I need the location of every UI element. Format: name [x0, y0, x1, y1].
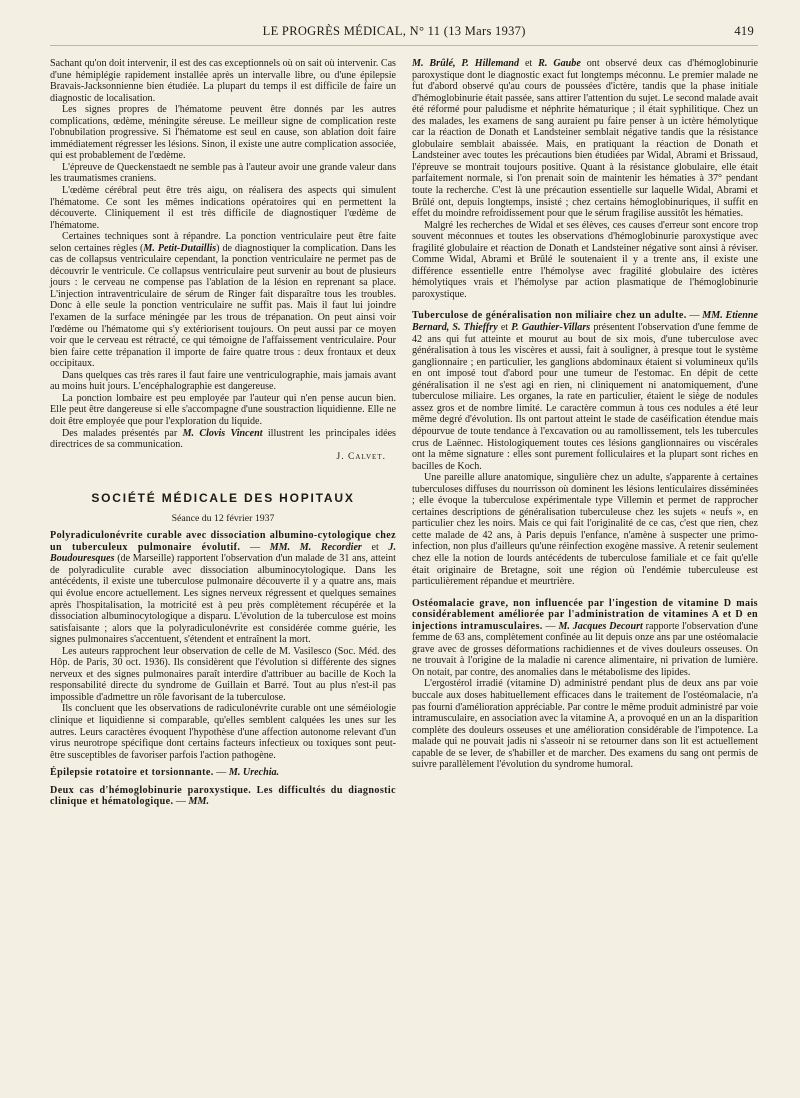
paragraph: Malgré les recherches de Widal et ses élèves, ces causes d'erreur sont encore trop souvent méconnues et toutes les observations d'hémoglobinurie paroxystique avec fragilité globulaire et réaction de Donath et Landsteiner négative sont ainsi à réviser. Comme Widal, Abrami et Brûlé le soutenaient il y a trente ans, il existe une différence essentielle entre l'hémolyse avec fragilité globulaire des ictères hémolytiques vrais et l'hémolyse par action plasmatique de l'hémoglobinurie paroxystique. — [412, 219, 758, 300]
text-run: présentent l'observation d'une femme de 42 ans qui fut atteinte et mourut au bout de six mois, d'une tuberculose avec généralisation à tous les viscères et aussi, fait à souligner, à presque tout le système ganglionnaire ; en particulier, les ganglions abdominaux étaient si volumineux qu'ils en ont imposé tout d'abord pour une tumeur de l'estomac. En dépit de cette généralisation il ne s'est agi en rien, ni cliniquement ni anatomiquement, d'une tuberculose miliaire. Les organes, la rate en particulier, étaient le siège de nodules assez gros et de nombre limité. Le caractère commun à tous ces nodules a été leur même degré d'évolution. Ils ont partout atteint le stade de caséification étendue mais dépourvue de toute tendance à l'excavation ou au ramollissement, tels les tubercules crus de Laënnec. Histologiquement toutes ces lésions ganglionnaires ou viscérales ont la même signature : elles sont purement folliculaires et la plupart sont riches en bacilles de Koch. — [412, 322, 759, 472]
report-title: Tuberculose de généralisation non miliaire chez un adulte. — [412, 310, 687, 322]
paragraph: L'ergostérol irradié (vitamine D) administré pendant plus de deux ans par voie buccale aux doses habituellement efficaces dans le traitement de l'ostéomalacie, n'a pas fourni d'amélioration appréciable. Par contre le même produit administré par voie intramusculaire, en association avec la vitamine A, a provoqué en un an la disparition complète des douleurs osseuses et une amélioration considérable de l'impotence. La malade qui ne pouvait jadis ni s'asseoir ni se retourner dans son lit est actuellement capable de se lever, de s'habiller et de marcher. Des examens du sang ont permis de suivre parallèlement l'évolution du syndrome humoral. — [412, 678, 758, 771]
author-name: MM. — [188, 796, 210, 808]
report-title: Polyradiculonévrite curable avec dissociation albumino-cytologique chez un tuberculeux pulmonaire évolutif. — [50, 530, 396, 553]
session-date: Séance du 12 février 1937 — [171, 512, 275, 524]
author-signature: J. Calvet. — [336, 451, 386, 462]
author-name: MM. M. Recordier — [269, 541, 362, 553]
text-run: Des malades présentés par — [62, 427, 183, 439]
text-run: ont observé deux cas d'hémoglobinurie paroxystique dont le diagnostic exact fut longtemps méconnu. Le premier malade ne fut d'abord observé qu'au cours de poussées d'ictère, tandis que la phase initiale d'hémoglobinurie était passée, sans attirer l'attention du sujet. Le second malade avait été réformé pour paludisme et néphrite hématurique ; il était syphilitique. Chez un des malades, les examens de sang auraient pu faire penser à un ictère hémolytique car la réaction de Donath et Landsteiner semblait négative tandis que la résistance globulaire semblait abaissée. Mais, en pratiquant la réaction de Donath et Landsteiner avec toutes les précautions bien étudiées par Widal, Abrami et Brissaud, l'épreuve se montrait toujours positive. Quant à la résistance globulaire, elle était parfaitement normale, si l'on prenait soin de maintenir les hématies à 37° pendant toute la recherche. C'est là une précaution essentielle sur laquelle Widal, Abrami et Brûlé ont, depuis longtemps, insisté ; chez certains hémoglobinuriques, il suffit en effet du moindre refroidissement pour que le sérum fragilise aussitôt les hématies. — [412, 58, 758, 220]
author-name: J. Boudouresques — [50, 541, 396, 565]
report-title: Deux cas d'hémoglobinurie paroxystique. Les difficultés du diagnostic clinique et hématologique. — [50, 784, 396, 808]
paragraph: L'œdème cérébral peut être très aigu, on réalisera des aspects qui simulent l'hématome. Ce sont les mêmes indications opératoires qui en permettent la découverte. Cliniquement il est très difficile de diagnostiquer l'œdème de l'hématome. — [50, 185, 396, 231]
author-name: M. Clovis Vincent — [182, 427, 263, 439]
report-title: Épilepsie rotatoire et torsionnante. — [50, 767, 214, 779]
author-name: R. Gaube — [538, 58, 581, 69]
author-name: P. Gauthier-Villars — [511, 322, 591, 334]
paragraph: Deux cas d'hémoglobinurie paroxystique. Les difficultés du diagnostic clinique et hématologique. — MM. — [50, 784, 396, 808]
left-column — [50, 58, 396, 808]
page-number: 419 — [734, 24, 754, 38]
report-title: Ostéomalacie grave, non influencée par l'ingestion de vitamine D mais considérablement améliorée par l'administration de vitamines A et D en injections intramusculaires. — [412, 597, 758, 632]
paragraph: Dans quelques cas très rares il faut faire une ventriculographie, mais jamais avant au moins huit jours. L'encéphalographie est dangereuse. — [50, 369, 396, 393]
paragraph: Les signes propres de l'hématome peuvent être donnés par les autres complications, œdème, méningite séreuse. Le meilleur signe de complication reste l'obnubilation progressive. Si l'hématome est seul en cause, son ablation doit faire immédiatement régresser les lésions. Sinon, il existe une autre complication associée, qui est probablement de l'œdème. — [50, 104, 396, 162]
paragraph — [50, 428, 396, 451]
author-name: M. Brûlé, P. Hillemand — [412, 58, 520, 69]
text-run: illustrent les principales idées directrices de sa communication. — [50, 427, 396, 451]
text-run: Certaines techniques sont à répandre. La ponction ventriculaire peut être faite selon certaines règles ( — [50, 231, 396, 254]
text-run: ) de diagnostiquer la complication. Dans les cas de collapsus ventriculaire cependant, la ponction ventriculaire ne permet pas de découvrir le ventricule. Ce collapsus ventriculaire peut survenir au bout de plusieurs jours : le cerveau ne compense pas l'ablation de la lésion en reprenant sa place. L'injection intraventriculaire de sérum de Ringer fait disparaître tous les troubles. Donc à elle seule la ponction ventriculaire ne suffit pas. Mais il faut lui joindre l'examen de la surface méningée par les trous de trépanation. On peut ainsi voir l'œdème ou l'hématome qui s'y extériorisent toujours. On peut aussi par ce moyen voir que le cerveau est rétracté, ce qui témoigne de l'affaissement ventriculaire. Pour bien faire cette trépanation il importe de faire quatre trous : deux frontaux et deux occipitaux. — [50, 242, 396, 370]
paragraph — [50, 231, 396, 370]
text-run: rapporte l'observation d'une femme de 63 ans, complètement confinée au lit depuis onze ans par une ostéomalacie grave avec de grosses déformations rachidiennes et de vives douleurs osseuses. On ne trouvait à l'origine de la maladie ni carence alimentaire, ni privation de lumière. On notait, par contre, des anomalies dans le métabolisme des lipides. — [412, 620, 759, 678]
paragraph: Épilepsie rotatoire et torsionnante. — M. Urechia. — [50, 767, 280, 779]
paragraph: Une pareille allure anatomique, singulière chez un adulte, s'apparente à certaines tuberculoses diffuses du nourrisson où dominent les lésions lenticulaires disséminées ; elle évoque la tuberculose expérimentale type Villemin et permet de rapprocher certaines descriptions de généralisation tuberculeuse chez les sujets « neufs », en particulier chez les noirs. Mais ce qui fait l'originalité de ce cas, c'est que rien, chez cette malade de 42 ans, à Paris depuis l'enfance, n'amène à suspecter une primo-infection, non plus d'ailleurs qu'une réinfection exogène massive. A retenir seulement chez elle la notion de lourds antécédents de tuberculose familiale et ce fait qu'elle était originaire de Bretagne, soit une région où l'endémie tuberculeuse est particulièrement répandue et meurtrière. — [412, 472, 758, 588]
paragraph: Ils concluent que les observations de radiculonévrite curable ont une séméiologie clinique et liquidienne si comparable, qu'elles semblent calquées les unes sur les autres. Leurs caractères évoquent l'hypothèse d'une affection autonome relevant d'un virus neurotrope spécifique dont certains facteurs infectieux ou toxiques sont peut-être susceptibles de favoriser parfois l'action pathogène. — [50, 703, 396, 761]
author-name: M. Petit-Dutaillis — [143, 242, 217, 254]
text-run: et — [497, 322, 512, 334]
right-column — [412, 58, 758, 808]
text-run: et — [519, 58, 539, 69]
article-columns — [50, 58, 758, 808]
text-run: et — [361, 541, 389, 553]
author-name: MM. Etienne Bernard, S. Thieffry — [412, 310, 758, 334]
paragraph: La ponction lombaire est peu employée par l'auteur qui n'en pense aucun bien. Elle peut être dangereuse si elle s'accompagne d'une soustraction liquidienne. Elle ne doit être employée que pour l'exploration du liquide. — [50, 392, 396, 427]
paragraph: L'épreuve de Queckenstaedt ne semble pas à l'auteur avoir une grande valeur dans les traumatismes craniens. — [50, 161, 396, 185]
paragraph: Tuberculose de généralisation non miliaire chez un adulte. — MM. Etienne Bernard, S. Thieffry et P. Gauthier-Villars présentent l'observation d'une femme de 42 ans qui fut atteinte et mourut au bout de six mois, d'une tuberculose avec généralisation à tous les viscères et aussi, fait à souligner, à presque tout le système ganglionnaire ; en particulier, les ganglions abdominaux étaient si volumineux qu'ils en ont imposé tout d'abord pour une tumeur de l'estomac. En dépit de cette généralisation il ne s'est agi en rien, ni cliniquement ni anatomiquement, d'une tuberculose miliaire. Les organes, la rate en particulier, étaient le siège de nodules assez gros et de nombre limité. Le caractère commun à tous ces nodules a été leur même degré d'évolution. Ils ont partout atteint le stade de caséification étendue mais dépourvue de toute tendance à l'excavation ou au ramollissement, tels les tubercules crus de Laënnec. Histologiquement toutes ces lésions ganglionnaires ou viscérales ont la même signature : elles sont purement folliculaires et la plupart sont riches en bacilles de Koch. — [412, 310, 759, 472]
society-heading: SOCIÉTÉ MÉDICALE DES HOPITAUX — [91, 491, 355, 506]
paragraph: Polyradiculonévrite curable avec dissociation albumino-cytologique chez un tuberculeux pulmonaire évolutif. — MM. M. Recordier et J. Boudouresques (de Marseille) rapportent l'observation d'un malade de 31 ans, atteint de polyradiculite curable avec dissociation albuminocytologique. Dans les antécédents, il existe une tuberculose pulmonaire découverte il y a quatre ans, mais qui évolue encore actuellement. Les signes nerveux régressent et quelques semaines après l'hospitalisation, la motricité est à peu près complètement récupérée et la dissociation albuminocytologique a disparu. L'évolution de la tuberculose est moins satisfaisante ; alors que la polyradiculonévrite est considérée comme guérie, les signes pulmonaires s'accentuent, s'étendent et entraînent la mort. — [50, 530, 396, 646]
paragraph: Ostéomalacie grave, non influencée par l'ingestion de vitamine D mais considérablement améliorée par l'administration de vitamines A et D en injections intramusculaires. — M. Jacques Decourt rapporte l'observation d'une femme de 63 ans, complètement confinée au lit depuis onze ans par une ostéomalacie grave avec de grosses déformations rachidiennes et de vives douleurs osseuses. On ne trouvait à l'origine de la maladie ni carence alimentaire, ni privation de lumière. On notait, par contre, des anomalies dans le métabolisme des lipides. — [412, 597, 759, 678]
journal-title: LE PROGRÈS MÉDICAL, N° 11 (13 Mars 1937) — [262, 24, 526, 38]
paragraph: Sachant qu'on doit intervenir, il est des cas exceptionnels où on sait où intervenir. Cas d'une hémiplégie rapidement installée après un intervalle libre, ou d'une épilepsie Bravais-Jacksonnienne bien étudiée. La plupart du temps il est difficile de faire un diagnostic de localisation. — [50, 58, 396, 104]
author-name: M. Urechia. — [228, 767, 280, 779]
paragraph: Les auteurs rapprochent leur observation de celle de M. Vasilesco (Soc. Méd. des Hôp. de Paris, 30 oct. 1936). Ils considèrent que l'évolution si différente des signes nerveux et des signes pulmonaires paraît interdire d'attribuer au bacille de Koch la responsabilité directe du syndrome de Guillain et Barré. Tout au plus n'est-il pas impossible d'admettre un rôle favorisant de la tuberculose. — [50, 645, 396, 703]
text-run: (de Marseille) rapportent l'observation d'un malade de 31 ans, atteint de polyradiculite curable avec dissociation albuminocytologique. Dans les antécédents, il existe une tuberculose pulmonaire découverte il y a quatre ans, mais qui évolue encore actuellement. Les signes nerveux régressent et quelques semaines après l'hospitalisation, la motricité est à peu près complètement récupérée et la dissociation albuminocytologique a disparu. L'évolution de la tuberculose est moins satisfaisante ; alors que la polyradiculonévrite est considérée comme guérie, les signes pulmonaires s'accentuent, s'étendent et entraînent la mort. — [50, 553, 396, 646]
author-name: M. Jacques Decourt — [558, 620, 643, 632]
page-header — [50, 24, 758, 46]
paragraph — [412, 58, 758, 220]
